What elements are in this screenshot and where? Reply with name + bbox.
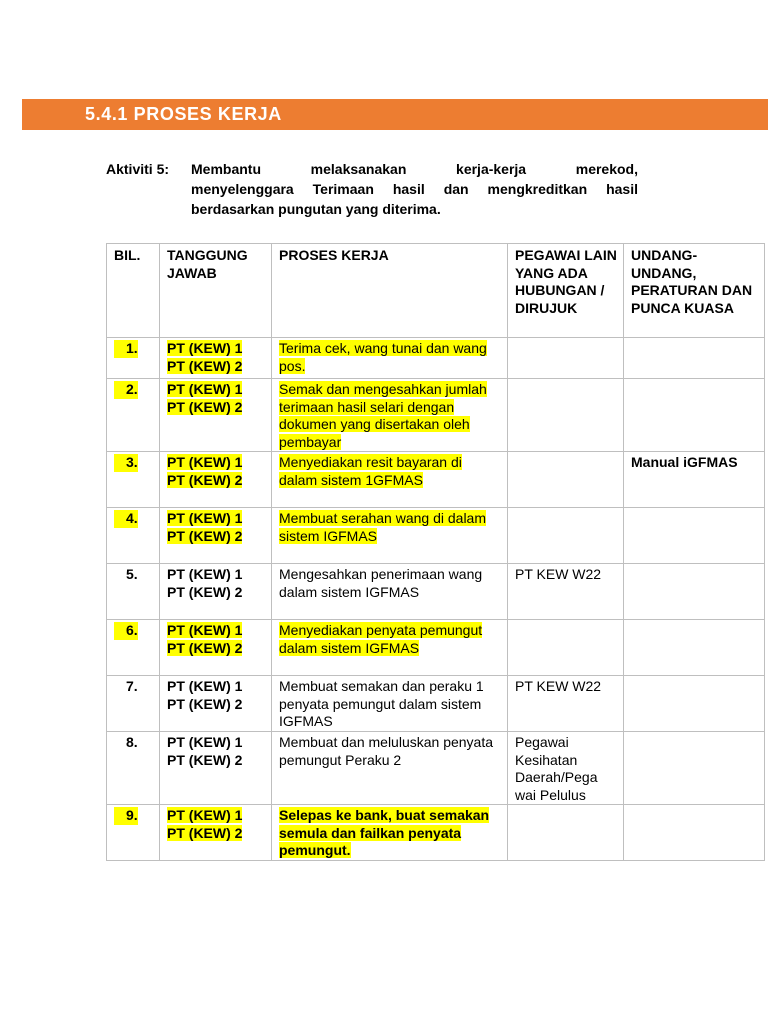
table-row [107,805,765,861]
responsibility: PT (KEW) 1 [167,454,243,470]
table-row [107,564,765,620]
activity-text [191,159,638,219]
other-officer-cell [508,805,624,861]
other-officer-cell [508,564,624,620]
responsibility: PT (KEW) 1 [167,510,243,526]
other-officer-cell [508,620,624,676]
process-cell [272,379,508,452]
other-officer-cell [508,452,624,508]
process-text: Membuat semakan dan peraku 1 penyata pemungut dalam sistem IGFMAS [279,678,484,729]
table-row [107,379,765,452]
responsibility: PT (KEW) 1 [167,734,243,750]
responsibility: PT (KEW) 2 [167,398,243,415]
law-cell [624,676,765,732]
responsibility-cell [160,620,272,676]
responsibility-cell [160,564,272,620]
responsibility-cell [160,379,272,452]
responsibility-cell [160,676,272,732]
process-cell [272,620,508,676]
table-row [107,452,765,508]
responsibility-cell [160,732,272,805]
process-text: Menyediakan penyata pemungut dalam sistem IGFMAS [279,622,483,656]
table-row [107,620,765,676]
header-undang-undang: UNDANG-UNDANG, PERATURAN DAN PUNCA KUASA [624,244,765,338]
responsibility: PT (KEW) 1 [167,566,243,582]
other-officer-cell [508,676,624,732]
process-cell [272,338,508,379]
header-tanggungjawab: TANGGUNG JAWAB [160,244,272,338]
responsibility: PT (KEW) 1 [167,807,243,823]
row-number-cell [107,508,160,564]
responsibility-cell [160,805,272,861]
responsibility: PT (KEW) 1 [167,340,243,356]
responsibility: PT (KEW) 2 [167,639,243,656]
responsibility: PT (KEW) 2 [167,751,243,768]
table-row [107,676,765,732]
law-cell [624,338,765,379]
row-number-cell [107,379,160,452]
row-number-cell [107,732,160,805]
table-row [107,508,765,564]
other-officer-cell [508,338,624,379]
process-text: Terima cek, wang tunai dan wang pos. [279,340,487,374]
responsibility: PT (KEW) 1 [167,622,243,638]
other-officer-cell [508,732,624,805]
process-table [106,243,765,861]
process-cell [272,452,508,508]
process-cell [272,676,508,732]
process-text: Semak dan mengesahkan jumlah terimaan hasil selari dengan dokumen yang disertakan oleh pembayar [279,381,487,450]
activity-line: Membantu melaksanakan kerja-kerja merekod, [191,161,638,177]
process-text: Membuat serahan wang di dalam sistem IGFMAS [279,510,487,544]
law-cell [624,379,765,452]
responsibility: PT (KEW) 1 [167,678,243,694]
activity-line: menyelenggara Terimaan hasil dan mengkreditkan hasil [191,181,638,197]
section-banner [22,99,768,130]
process-cell [272,732,508,805]
row-number-cell [107,564,160,620]
row-number: 4. [114,510,138,528]
row-number-cell [107,452,160,508]
row-number-cell [107,620,160,676]
header-proses-kerja: PROSES KERJA [272,244,508,338]
row-number: 8. [126,734,138,750]
responsibility-cell [160,452,272,508]
row-number-cell [107,805,160,861]
header-pegawai: PEGAWAI LAIN YANG ADA HUBUNGAN / DIRUJUK [508,244,624,338]
row-number-cell [107,338,160,379]
section-title: 5.4.1 PROSES KERJA [85,104,282,124]
responsibility: PT (KEW) 2 [167,357,243,374]
law-cell [624,508,765,564]
other-officer: PT KEW W22 [515,566,602,582]
responsibility: PT (KEW) 2 [167,471,243,488]
process-cell [272,805,508,861]
responsibility: PT (KEW) 2 [167,527,243,544]
row-number-cell [107,676,160,732]
row-number: 3. [114,454,138,472]
table-header-row [107,244,765,338]
row-number: 9. [114,807,138,825]
row-number: 7. [126,678,138,694]
law-cell [624,620,765,676]
row-number: 2. [114,381,138,399]
other-officer-cell [508,508,624,564]
process-text: Selepas ke bank, buat semakan semula dan failkan penyata pemungut. [279,807,490,858]
process-text: Menyediakan resit bayaran di dalam sistem 1GFMAS [279,454,462,488]
row-number: 5. [126,566,138,582]
other-officer-cell [508,379,624,452]
row-number: 1. [114,340,138,358]
responsibility: PT (KEW) 2 [167,583,243,600]
table-row [107,338,765,379]
law-cell [624,805,765,861]
law-cell [624,452,765,508]
process-text: Mengesahkan penerimaan wang dalam sistem IGFMAS [279,566,483,600]
other-officer: PT KEW W22 [515,678,602,694]
other-officer: Pegawai Kesihatan Daerah/Pega wai Pelulus [515,734,598,803]
law-cell [624,732,765,805]
law-cell [624,564,765,620]
activity-line: berdasarkan pungutan yang diterima. [191,201,441,217]
responsibility: PT (KEW) 2 [167,824,243,841]
header-bil: BIL. [107,244,160,338]
responsibility: PT (KEW) 2 [167,695,243,712]
process-cell [272,508,508,564]
table-row [107,732,765,805]
row-number: 6. [114,622,138,640]
law-reference: Manual iGFMAS [631,454,738,470]
process-cell [272,564,508,620]
responsibility: PT (KEW) 1 [167,381,243,397]
responsibility-cell [160,508,272,564]
activity-label: Aktiviti 5: [106,161,170,177]
responsibility-cell [160,338,272,379]
process-text: Membuat dan meluluskan penyata pemungut Peraku 2 [279,734,494,768]
